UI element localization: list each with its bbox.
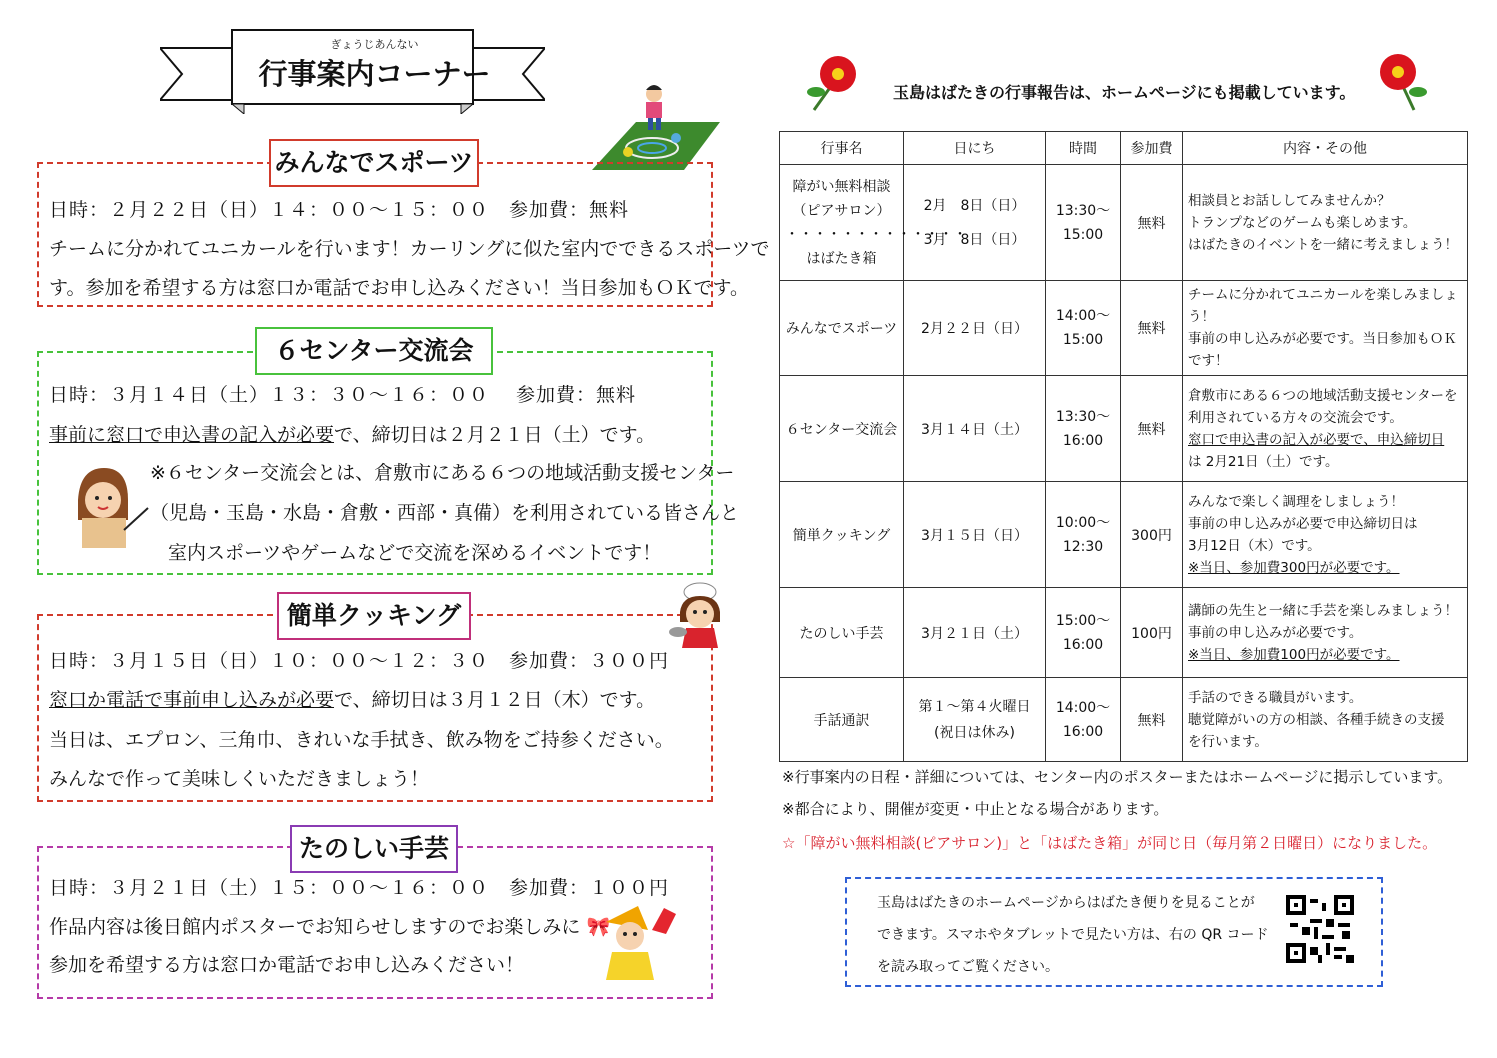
fee-cell: 100円	[1121, 588, 1183, 678]
event-name-cell: みんなでスポーツ	[780, 281, 904, 376]
date-cell: 3月１４日（土）	[904, 376, 1046, 482]
fee-cell: 無料	[1121, 376, 1183, 482]
date-cell: 2月 8日（日） 3月 8日（日）	[904, 165, 1046, 281]
event-name-cell: 手話通訳	[780, 678, 904, 762]
event-name-cell: 障がい無料相談 （ピアサロン） ・・・・・・・・・・・・・ はばたき箱	[780, 165, 904, 281]
footnote-schedule: ※行事案内の日程・詳細については、センター内のポスターまたはホームページに掲示しています。	[782, 768, 1453, 786]
page-title: 行事案内コーナー	[258, 57, 491, 91]
col-header-event: 行事名	[780, 132, 904, 165]
date-cell: 2月２２日（日）	[904, 281, 1046, 376]
footnote-change: ※都合により、開催が変更・中止となる場合があります。	[782, 800, 1169, 818]
time-cell: 14:00～ 16:00	[1046, 678, 1121, 762]
crafts-datetime: 日時：３月２１日（土）１５：００～１６：００ 参加費：１００円	[49, 877, 670, 899]
qr-text-1: 玉島はばたきのホームページからはばたき便りを見ることが	[877, 895, 1255, 911]
details-cell: 倉敷市にある６つの地域活動支援センターを 利用されている方々の交流会です。 窓口で申込書の記入が必要で、申込締切日 は 2月21日（土）です。	[1183, 376, 1468, 482]
fee-cell: 300円	[1121, 482, 1183, 588]
sports-heading: みんなでスポーツ	[269, 139, 479, 187]
col-header-time: 時間	[1046, 132, 1121, 165]
date-cell: 3月１５日（日）	[904, 482, 1046, 588]
crafts-apply: 参加を希望する方は窓口か電話でお申し込みください！	[49, 954, 525, 976]
table-row	[780, 376, 1468, 482]
time-cell: 14:00～ 15:00	[1046, 281, 1121, 376]
chef-illustration	[668, 582, 732, 650]
details-cell: みんなで楽しく調理をしましょう！ 事前の申し込みが必要で申込締切日は 3月12日（木）です。 ※当日、参加費300円が必要です。	[1183, 482, 1468, 588]
cooking-heading: 簡単クッキング	[277, 592, 471, 640]
sports-description-2: す。参加を希望する方は窓口か電話でお申し込みください！当日参加もＯＫです。	[49, 277, 749, 299]
crafts-illustration	[598, 900, 680, 982]
center6-note-3: 室内スポーツやゲームなどで交流を深めるイベントです！	[168, 542, 662, 564]
event-name-cell: ６センター交流会	[780, 376, 904, 482]
banner-ruby: ぎょうじあんない	[330, 38, 419, 51]
time-cell: 13:30～ 16:00	[1046, 376, 1121, 482]
time-cell: 13:30～ 15:00	[1046, 165, 1121, 281]
time-cell: 15:00～ 16:00	[1046, 588, 1121, 678]
event-name-cell: たのしい手芸	[780, 588, 904, 678]
crafts-description: 作品内容は後日館内ポスターでお知らせしますのでお楽しみに 🎀	[49, 916, 611, 938]
center6-note-2: （児島・玉島・水島・倉敷・西部・真備）を利用されている皆さんと	[150, 502, 740, 524]
cooking-closing: みんなで作って美味しくいただきましょう！	[49, 768, 430, 790]
teacher-illustration	[60, 460, 150, 550]
camellia-flower-icon	[804, 48, 868, 112]
fee-cell: 無料	[1121, 281, 1183, 376]
table-row	[780, 482, 1468, 588]
fee-cell: 無料	[1121, 165, 1183, 281]
qr-code-icon[interactable]	[1286, 895, 1354, 963]
crafts-heading: たのしい手芸	[290, 825, 458, 873]
details-cell: 相談員とお話ししてみませんか？ トランプなどのゲームも楽しめます。 はばたきのイベントを一緒に考えましょう！	[1183, 165, 1468, 281]
ribbon-icon: 🎀	[586, 916, 611, 938]
date-cell: 3月２１日（土）	[904, 588, 1046, 678]
cooking-deadline: 窓口か電話で事前申し込みが必要で、締切日は３月１２日（木）です。	[49, 689, 656, 711]
cooking-bring-items: 当日は、エプロン、三角巾、きれいな手拭き、飲み物をご持参ください。	[49, 729, 674, 751]
cooking-datetime: 日時：３月１５日（日）１０：００～１２：３０ 参加費：３００円	[49, 650, 670, 672]
camellia-flower-icon-right	[1368, 46, 1432, 112]
center6-datetime: 日時：３月１４日（土）１３：３０～１６：００ 参加費：無料	[49, 384, 637, 406]
details-cell: 手話のできる職員がいます。 聴覚障がいの方の相談、各種手続きの支援 を行います。	[1183, 678, 1468, 762]
event-name-cell: 簡単クッキング	[780, 482, 904, 588]
footnote-same-day: ☆「障がい無料相談(ピアサロン)」と「はばたき箱」が同じ日（毎月第２日曜日）になりました。	[782, 834, 1438, 852]
details-cell: チームに分かれてユニカールを楽しみましょう！ 事前の申し込みが必要です。当日参加もＯＫ です！	[1183, 281, 1468, 376]
sports-datetime: 日時：２月２２日（日）１４：００～１５：００ 参加費：無料	[49, 199, 630, 221]
table-row	[780, 165, 1468, 281]
table-row	[780, 281, 1468, 376]
col-header-details: 内容・その他	[1183, 132, 1468, 165]
table-header-row	[780, 132, 1468, 165]
qr-text-3: を読み取ってご覧ください。	[877, 959, 1059, 975]
table-row	[780, 588, 1468, 678]
col-header-date: 日にち	[904, 132, 1046, 165]
qr-text-2: できます。スマホやタブレットで見たい方は、右の QR コード	[877, 927, 1269, 943]
time-cell: 10:00～ 12:30	[1046, 482, 1121, 588]
center6-note-1: ※６センター交流会とは、倉敷市にある６つの地域活動支援センター	[150, 462, 735, 484]
sports-description: チームに分かれてユニカールを行います！カーリングに似た室内でできるスポーツで	[49, 238, 770, 260]
table-row	[780, 678, 1468, 762]
col-header-fee: 参加費	[1121, 132, 1183, 165]
fee-cell: 無料	[1121, 678, 1183, 762]
homepage-report-note: 玉島はばたきの行事報告は、ホームページにも掲載しています。	[893, 83, 1356, 102]
sports-illustration	[592, 80, 720, 172]
schedule-table	[779, 131, 1468, 762]
details-cell: 講師の先生と一緒に手芸を楽しみましょう！ 事前の申し込みが必要です。 ※当日、参加費100円が必要です。	[1183, 588, 1468, 678]
center6-deadline: 事前に窓口で申込書の記入が必要で、締切日は２月２１日（土）です。	[49, 424, 656, 446]
date-cell: 第１～第４火曜日 (祝日は休み)	[904, 678, 1046, 762]
center6-heading: ６センター交流会	[255, 327, 493, 375]
